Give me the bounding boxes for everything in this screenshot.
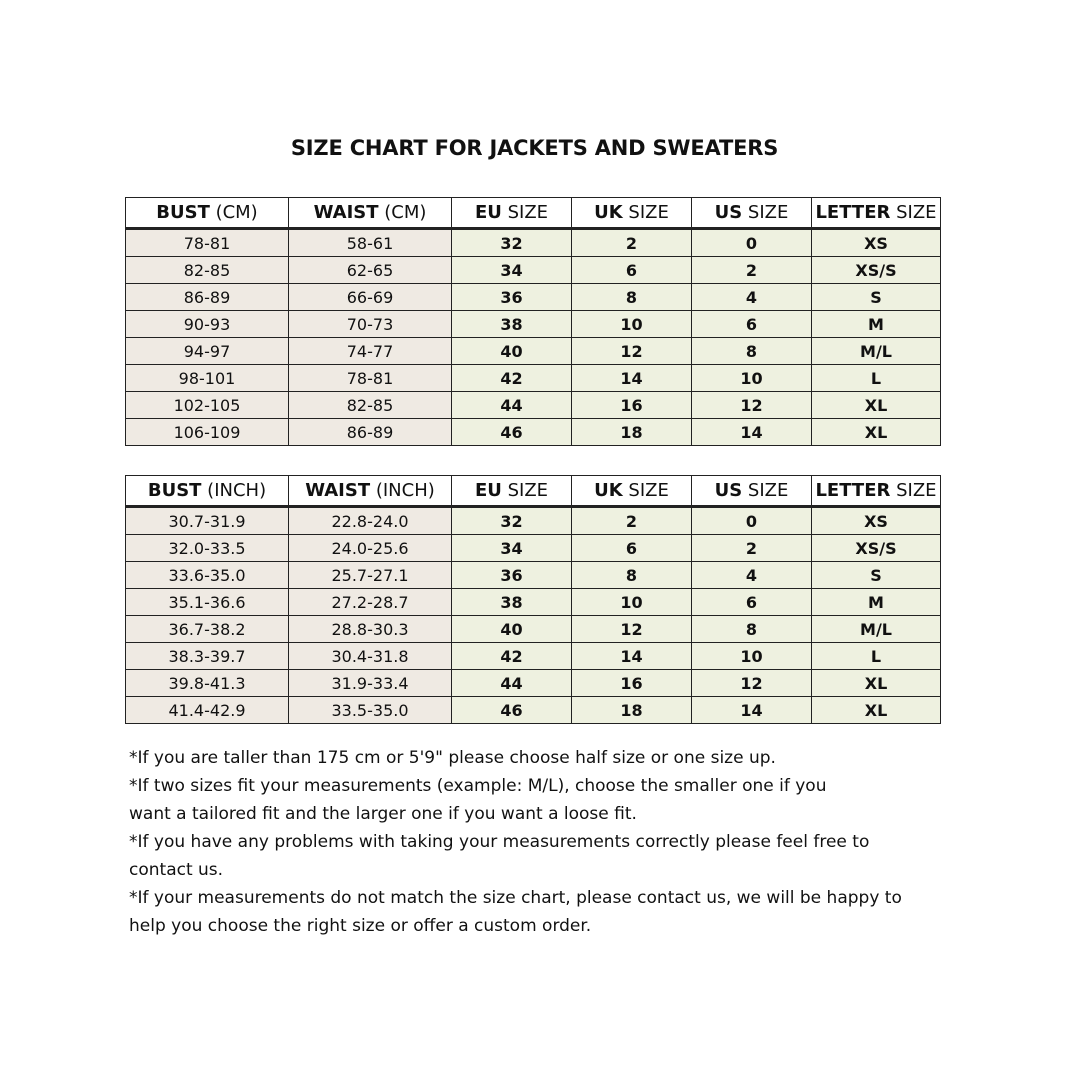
- waist-cell: 78-81: [289, 365, 452, 392]
- header-waist: WAIST (INCH): [289, 476, 452, 507]
- uk-size-cell: 8: [572, 562, 692, 589]
- uk-size-cell: 6: [572, 535, 692, 562]
- waist-cell: 30.4-31.8: [289, 643, 452, 670]
- waist-cell: 66-69: [289, 284, 452, 311]
- table-row: [126, 616, 941, 643]
- table-body: [126, 507, 941, 724]
- waist-cell: 22.8-24.0: [289, 507, 452, 535]
- size-table-inch: [125, 475, 941, 724]
- us-size-cell: 4: [692, 284, 812, 311]
- us-size-cell: 12: [692, 392, 812, 419]
- note-measurements: *If you have any problems with taking your measurements correctly please feel free to: [129, 832, 870, 852]
- us-size-cell: 8: [692, 616, 812, 643]
- uk-size-cell: 8: [572, 284, 692, 311]
- header-waist: WAIST (CM): [289, 198, 452, 229]
- note-mismatch: *If your measurements do not match the size chart, please contact us, we will be happy to: [129, 888, 902, 908]
- eu-size-cell: 46: [452, 697, 572, 724]
- table-body: [126, 229, 941, 446]
- note-two-sizes: *If two sizes fit your measurements (example: M/L), choose the smaller one if you: [129, 776, 827, 796]
- eu-size-cell: 32: [452, 507, 572, 535]
- uk-size-cell: 12: [572, 616, 692, 643]
- table-row: [126, 392, 941, 419]
- waist-cell: 70-73: [289, 311, 452, 338]
- uk-size-cell: 10: [572, 589, 692, 616]
- notes: [129, 744, 929, 940]
- header-bust: BUST (INCH): [126, 476, 289, 507]
- header-eu-size: EU SIZE: [452, 198, 572, 229]
- bust-cell: 41.4-42.9: [126, 697, 289, 724]
- table-row: [126, 257, 941, 284]
- size-table-cm: [125, 197, 941, 446]
- uk-size-cell: 10: [572, 311, 692, 338]
- uk-size-cell: 6: [572, 257, 692, 284]
- eu-size-cell: 38: [452, 311, 572, 338]
- bust-cell: 39.8-41.3: [126, 670, 289, 697]
- uk-size-cell: 16: [572, 392, 692, 419]
- letter-size-cell: M: [812, 589, 941, 616]
- bust-cell: 94-97: [126, 338, 289, 365]
- eu-size-cell: 46: [452, 419, 572, 446]
- table-row: [126, 284, 941, 311]
- waist-cell: 86-89: [289, 419, 452, 446]
- table-row: [126, 311, 941, 338]
- waist-cell: 82-85: [289, 392, 452, 419]
- waist-cell: 31.9-33.4: [289, 670, 452, 697]
- eu-size-cell: 42: [452, 643, 572, 670]
- letter-size-cell: M: [812, 311, 941, 338]
- note-mismatch-cont: help you choose the right size or offer a custom order.: [129, 916, 592, 936]
- letter-size-cell: M/L: [812, 338, 941, 365]
- eu-size-cell: 32: [452, 229, 572, 257]
- eu-size-cell: 42: [452, 365, 572, 392]
- bust-cell: 38.3-39.7: [126, 643, 289, 670]
- bust-cell: 30.7-31.9: [126, 507, 289, 535]
- header-letter-size: LETTER SIZE: [812, 476, 941, 507]
- us-size-cell: 6: [692, 311, 812, 338]
- table-row: [126, 365, 941, 392]
- uk-size-cell: 2: [572, 507, 692, 535]
- waist-cell: 24.0-25.6: [289, 535, 452, 562]
- eu-size-cell: 40: [452, 616, 572, 643]
- note-measurements-cont: contact us.: [129, 860, 224, 880]
- uk-size-cell: 18: [572, 697, 692, 724]
- letter-size-cell: XS/S: [812, 535, 941, 562]
- header-row: [126, 198, 941, 229]
- bust-cell: 86-89: [126, 284, 289, 311]
- table-row: [126, 562, 941, 589]
- us-size-cell: 2: [692, 535, 812, 562]
- header-us-size: US SIZE: [692, 198, 812, 229]
- uk-size-cell: 16: [572, 670, 692, 697]
- table-row: [126, 697, 941, 724]
- letter-size-cell: XL: [812, 670, 941, 697]
- us-size-cell: 0: [692, 229, 812, 257]
- us-size-cell: 4: [692, 562, 812, 589]
- bust-cell: 36.7-38.2: [126, 616, 289, 643]
- us-size-cell: 10: [692, 365, 812, 392]
- us-size-cell: 10: [692, 643, 812, 670]
- eu-size-cell: 44: [452, 670, 572, 697]
- uk-size-cell: 14: [572, 643, 692, 670]
- letter-size-cell: XS: [812, 507, 941, 535]
- table-row: [126, 229, 941, 257]
- bust-cell: 102-105: [126, 392, 289, 419]
- letter-size-cell: XS/S: [812, 257, 941, 284]
- header-bust: BUST (CM): [126, 198, 289, 229]
- bust-cell: 90-93: [126, 311, 289, 338]
- us-size-cell: 8: [692, 338, 812, 365]
- eu-size-cell: 38: [452, 589, 572, 616]
- waist-cell: 25.7-27.1: [289, 562, 452, 589]
- page-title: SIZE CHART FOR JACKETS AND SWEATERS: [290, 136, 779, 160]
- table-row: [126, 670, 941, 697]
- header-letter-size: LETTER SIZE: [812, 198, 941, 229]
- waist-cell: 27.2-28.7: [289, 589, 452, 616]
- eu-size-cell: 34: [452, 257, 572, 284]
- letter-size-cell: S: [812, 562, 941, 589]
- note-height: *If you are taller than 175 cm or 5'9" please choose half size or one size up.: [129, 748, 776, 768]
- us-size-cell: 12: [692, 670, 812, 697]
- uk-size-cell: 12: [572, 338, 692, 365]
- header-eu-size: EU SIZE: [452, 476, 572, 507]
- us-size-cell: 14: [692, 419, 812, 446]
- header-row: [126, 476, 941, 507]
- waist-cell: 28.8-30.3: [289, 616, 452, 643]
- eu-size-cell: 36: [452, 562, 572, 589]
- bust-cell: 82-85: [126, 257, 289, 284]
- us-size-cell: 0: [692, 507, 812, 535]
- uk-size-cell: 2: [572, 229, 692, 257]
- eu-size-cell: 36: [452, 284, 572, 311]
- letter-size-cell: M/L: [812, 616, 941, 643]
- header-uk-size: UK SIZE: [572, 198, 692, 229]
- uk-size-cell: 14: [572, 365, 692, 392]
- waist-cell: 33.5-35.0: [289, 697, 452, 724]
- us-size-cell: 14: [692, 697, 812, 724]
- uk-size-cell: 18: [572, 419, 692, 446]
- letter-size-cell: XL: [812, 697, 941, 724]
- bust-cell: 106-109: [126, 419, 289, 446]
- note-two-sizes-cont: want a tailored fit and the larger one if you want a loose fit.: [129, 804, 637, 824]
- table-row: [126, 338, 941, 365]
- letter-size-cell: XL: [812, 392, 941, 419]
- bust-cell: 33.6-35.0: [126, 562, 289, 589]
- table-row: [126, 643, 941, 670]
- bust-cell: 32.0-33.5: [126, 535, 289, 562]
- letter-size-cell: S: [812, 284, 941, 311]
- waist-cell: 62-65: [289, 257, 452, 284]
- table-row: [126, 589, 941, 616]
- eu-size-cell: 40: [452, 338, 572, 365]
- eu-size-cell: 44: [452, 392, 572, 419]
- us-size-cell: 2: [692, 257, 812, 284]
- us-size-cell: 6: [692, 589, 812, 616]
- letter-size-cell: XL: [812, 419, 941, 446]
- letter-size-cell: L: [812, 365, 941, 392]
- header-us-size: US SIZE: [692, 476, 812, 507]
- bust-cell: 98-101: [126, 365, 289, 392]
- header-uk-size: UK SIZE: [572, 476, 692, 507]
- waist-cell: 58-61: [289, 229, 452, 257]
- letter-size-cell: XS: [812, 229, 941, 257]
- bust-cell: 78-81: [126, 229, 289, 257]
- bust-cell: 35.1-36.6: [126, 589, 289, 616]
- table-row: [126, 507, 941, 535]
- table-row: [126, 419, 941, 446]
- eu-size-cell: 34: [452, 535, 572, 562]
- letter-size-cell: L: [812, 643, 941, 670]
- table-row: [126, 535, 941, 562]
- waist-cell: 74-77: [289, 338, 452, 365]
